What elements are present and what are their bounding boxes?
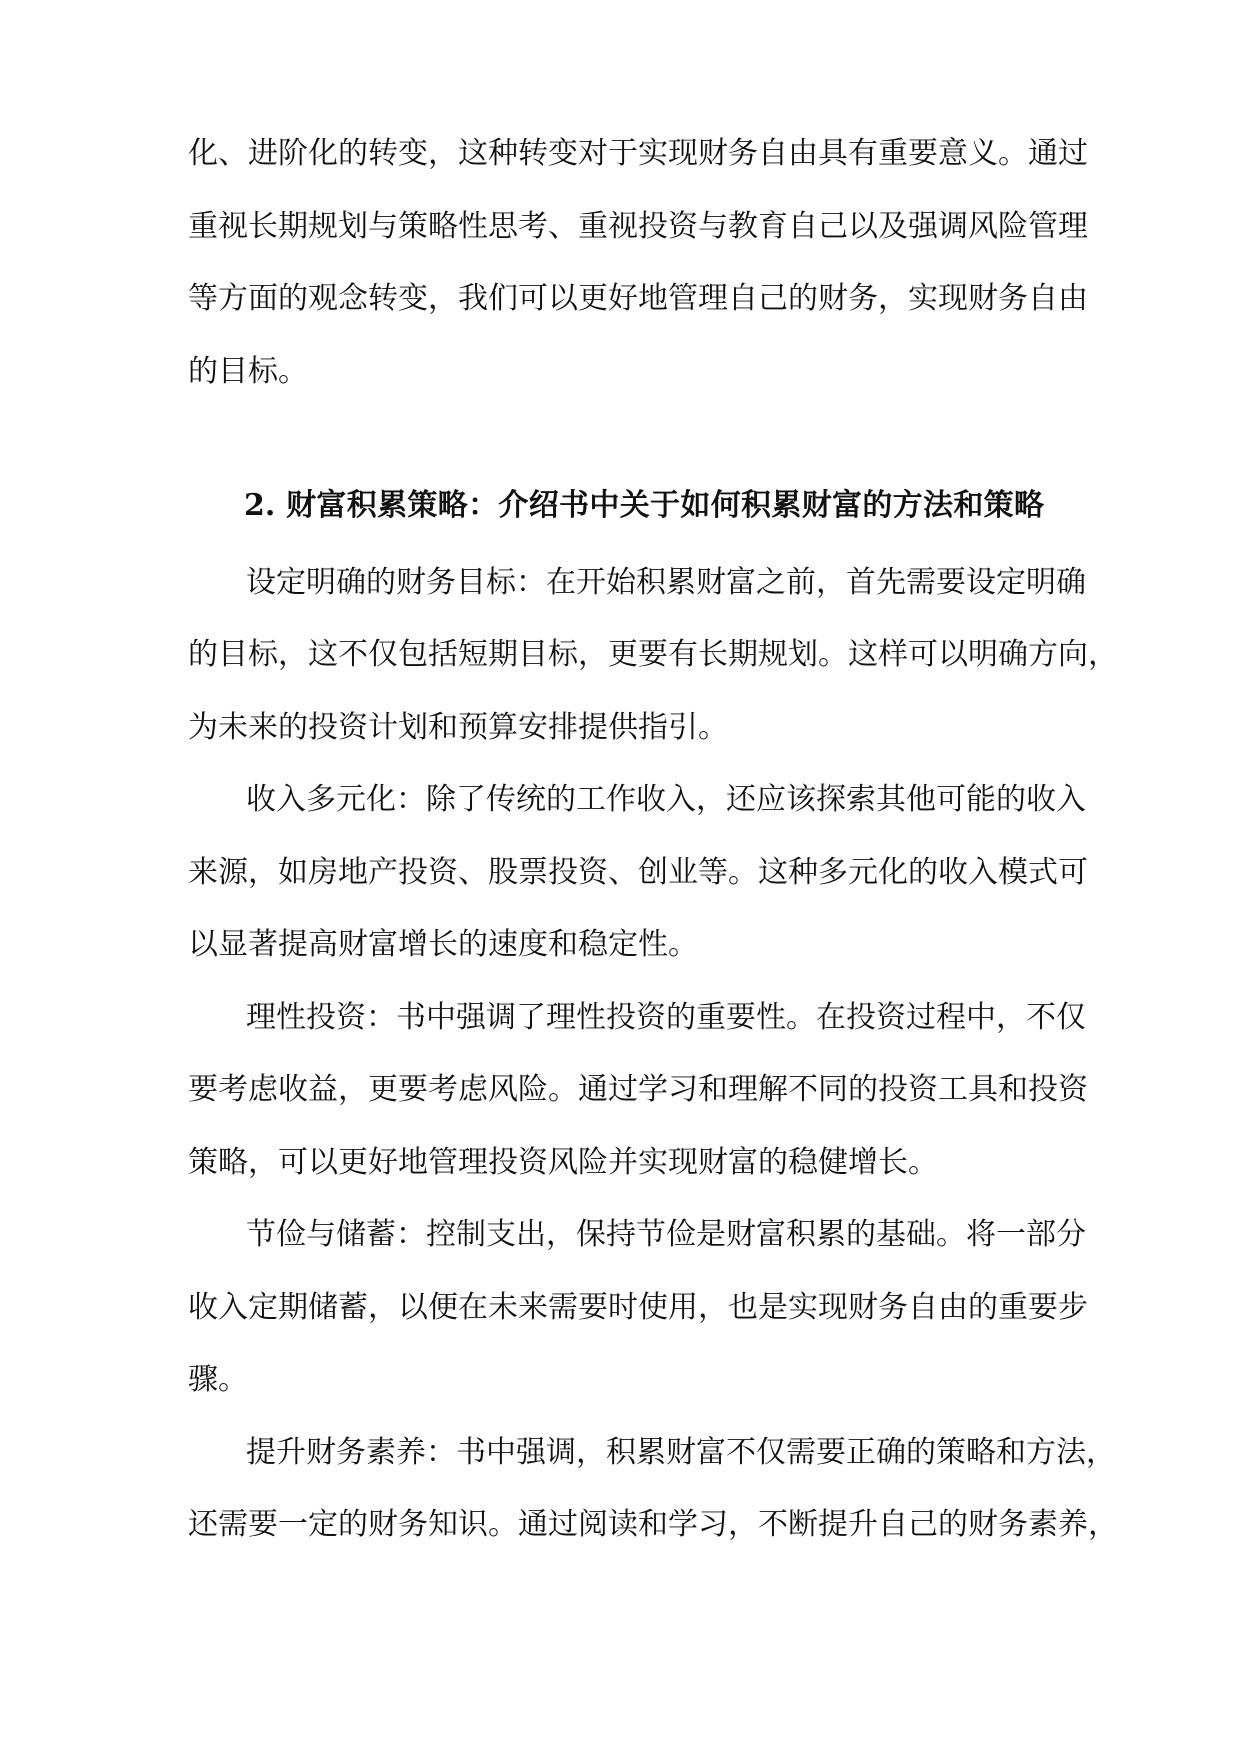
text-line: 收入多元化：除了传统的工作收入，还应该探索其他可能的收入 (246, 782, 1086, 817)
section-heading: 2. 财富积累策略：介绍书中关于如何积累财富的方法和策略 (244, 488, 1044, 523)
text-line: 骤。 (188, 1362, 248, 1397)
text-line: 的目标，这不仅包括短期目标，更要有长期规划。这样可以明确方向， (188, 637, 1118, 672)
text-line: 等方面的观念转变，我们可以更好地管理自己的财务，实现财务自由 (188, 281, 1088, 316)
text-line: 节俭与储蓄：控制支出，保持节俭是财富积累的基础。将一部分 (246, 1217, 1086, 1252)
text-line: 提升财务素养：书中强调，积累财富不仅需要正确的策略和方法， (246, 1435, 1116, 1470)
text-line: 策略，可以更好地管理投资风险并实现财富的稳健增长。 (188, 1145, 938, 1180)
text-line: 为未来的投资计划和预算安排提供指引。 (188, 710, 728, 745)
text-line: 还需要一定的财务知识。通过阅读和学习，不断提升自己的财务素养， (188, 1507, 1118, 1542)
text-line: 理性投资：书中强调了理性投资的重要性。在投资过程中，不仅 (246, 1000, 1086, 1035)
text-line: 收入定期储蓄，以便在未来需要时使用，也是实现财务自由的重要步 (188, 1290, 1088, 1325)
text-line: 化、进阶化的转变，这种转变对于实现财务自由具有重要意义。通过 (188, 136, 1088, 171)
text-line: 重视长期规划与策略性思考、重视投资与教育自己以及强调风险管理 (188, 209, 1088, 244)
text-line: 的目标。 (188, 354, 308, 389)
text-line: 设定明确的财务目标：在开始积累财富之前，首先需要设定明确 (246, 565, 1086, 600)
text-line: 以显著提高财富增长的速度和稳定性。 (188, 927, 698, 962)
text-line: 来源，如房地产投资、股票投资、创业等。这种多元化的收入模式可 (188, 855, 1088, 890)
text-line: 要考虑收益，更要考虑风险。通过学习和理解不同的投资工具和投资 (188, 1072, 1088, 1107)
